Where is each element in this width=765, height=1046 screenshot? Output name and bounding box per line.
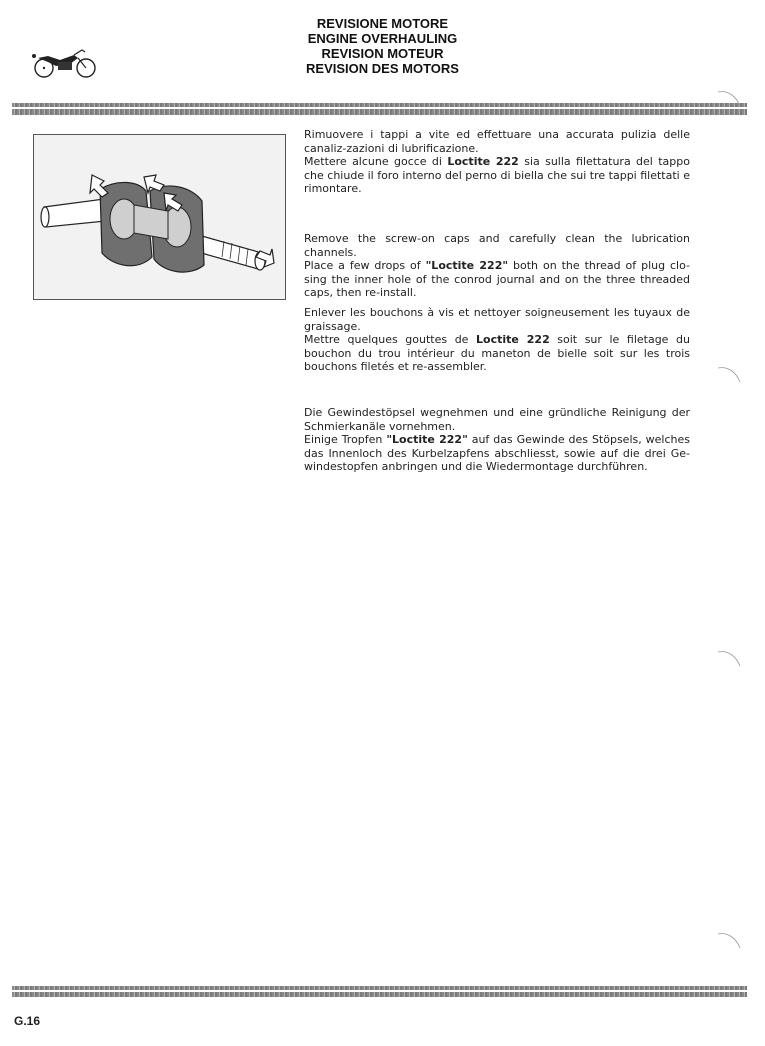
top-divider: [12, 103, 747, 116]
english-product-name: "Loctite 222": [425, 259, 509, 272]
french-paragraph-1: Enlever les bouchons à vis et nettoyer soigneusement les tuyaux de graissage.: [304, 306, 690, 333]
header-title-fr: REVISION MOTEUR: [321, 46, 444, 61]
italian-paragraph-2: [304, 155, 690, 196]
french-text: Mettre quelques gouttes de: [304, 333, 477, 346]
german-paragraph-1: Die Gewindestöpsel wegnehmen und eine gründliche Reinigung der Schmierkanäle vornehmen.: [304, 406, 690, 433]
binder-hole-mark: [716, 648, 742, 668]
english-text-end: both on the thread of plug clo-sing the inner hole of the conrod journal and on the three threaded caps, then re-install.: [304, 259, 691, 299]
german-text: Einige Tropfen: [304, 433, 387, 446]
binder-hole-mark: [716, 930, 742, 950]
header-title-en: ENGINE OVERHAULING: [307, 31, 458, 46]
italian-paragraph-1: Rimuovere i tappi a vite ed effettuare una accurata pulizia delle canaliz-zazioni di lubrificazione.: [304, 128, 690, 155]
german-paragraph-2: [304, 433, 690, 474]
italian-text-end: sia sulla filettatura del tappo che chiude il foro interno del perno di biella che sui tre tappi filettati e rimontare.: [304, 155, 690, 195]
bottom-divider: [12, 986, 747, 998]
french-product-name: Loctite 222: [476, 333, 550, 346]
italian-product-name: Loctite 222: [447, 155, 519, 168]
crankshaft-illustration: [33, 134, 286, 300]
german-text-end: auf das Gewinde des Stöpsels, welches das Innenloch des Kurbelzapfens abschliesst, sowie auf die drei Ge-windestopfen anbringen und die Wiedermontage durchführen.: [304, 433, 690, 473]
section-english: [304, 232, 690, 300]
motorcycle-icon: [30, 46, 100, 80]
french-paragraph-2: [304, 333, 690, 374]
german-product-name: "Loctite 222": [386, 433, 468, 446]
section-italian: [304, 128, 690, 196]
binder-hole-mark: [716, 88, 742, 108]
page-number: G.16: [14, 1014, 41, 1028]
binder-hole-mark: [716, 364, 742, 384]
section-french: [304, 306, 690, 374]
english-paragraph-1: Remove the screw-on caps and carefully clean the lubrication channels.: [304, 232, 690, 259]
section-german: [304, 406, 690, 474]
english-paragraph-2: [304, 259, 690, 300]
header-title-it: REVISIONE MOTORE: [316, 16, 449, 31]
italian-text: Mettere alcune gocce di: [304, 155, 448, 168]
french-text-end: soit sur le filetage du bouchon du trou intérieur du maneton de bielle soit sur les trois bouchons filetés et re-assembler.: [304, 333, 690, 373]
header-title-de: REVISION DES MOTORS: [306, 61, 459, 76]
page-header: [0, 16, 765, 76]
english-text: Place a few drops of: [304, 259, 426, 272]
